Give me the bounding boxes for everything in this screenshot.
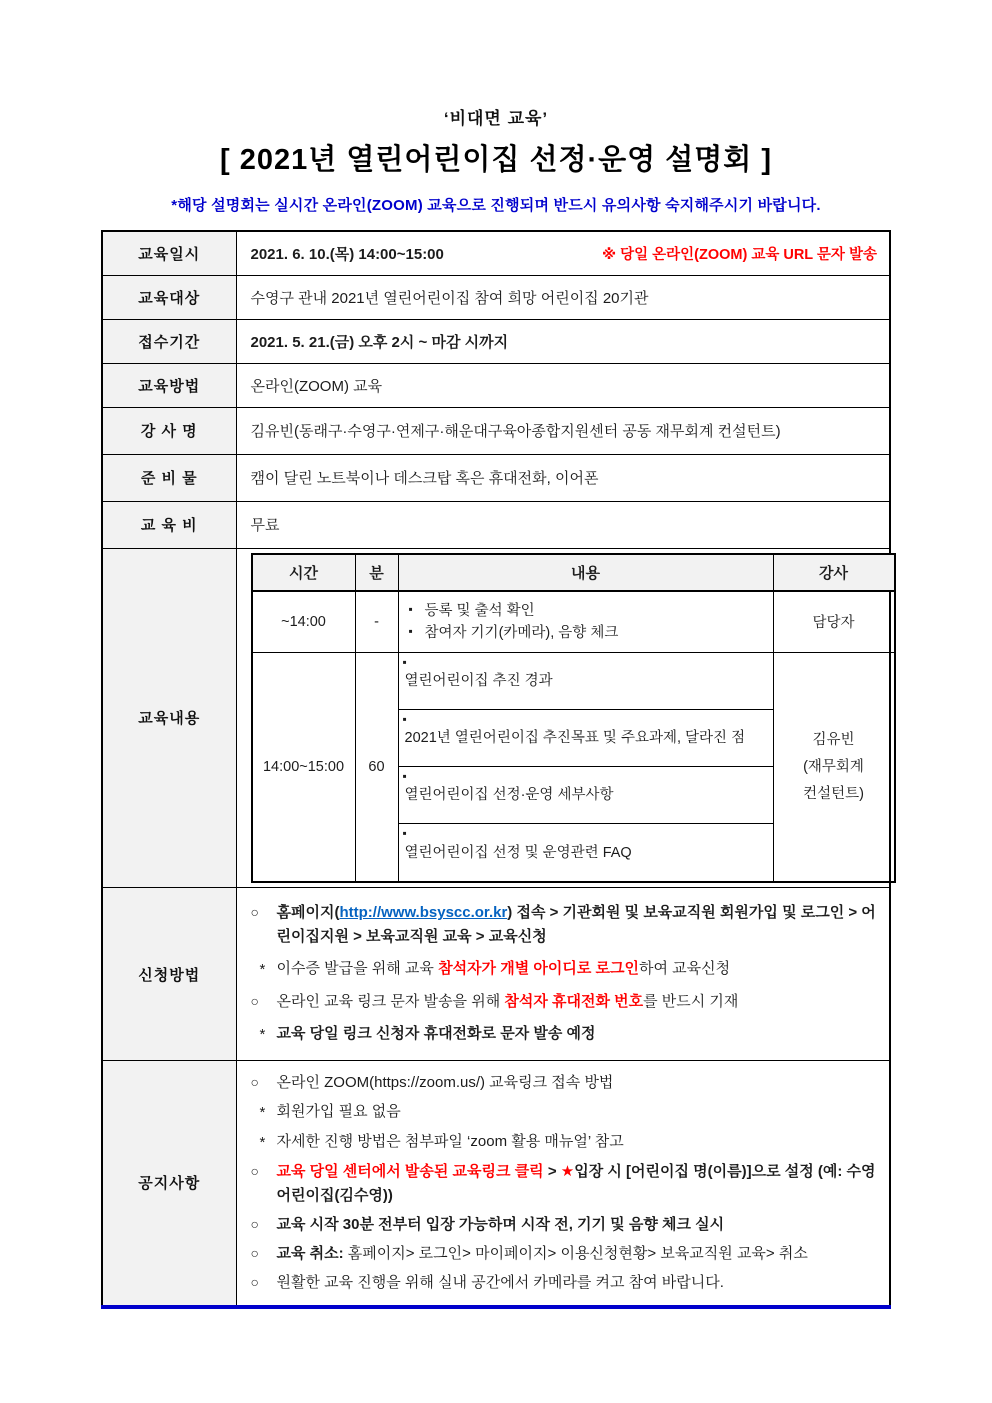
info-row-instructor [102, 407, 890, 454]
apply-line [251, 901, 880, 948]
info-row-label: 교육방법 [102, 363, 236, 407]
schedule-time: ~14:00 [253, 592, 356, 653]
apply-row [102, 888, 890, 1060]
notice-section-label: 공지사항 [102, 1060, 236, 1307]
asterisk-marker: * [259, 1134, 266, 1152]
info-row-label: 준 비 물 [102, 454, 236, 501]
homepage-link[interactable]: http://www.bsyscc.or.kr [339, 904, 508, 922]
info-row-value: 2021. 5. 21.(금) 오후 2시 ~ 마감 시까지 [236, 319, 890, 363]
circle-marker: ○ [250, 1215, 259, 1232]
circle-marker: ○ [250, 993, 259, 1010]
circle-marker: ○ [250, 1274, 259, 1291]
notice-line-text: 교육 시작 30분 전부터 입장 가능하며 시작 전, 기기 및 음향 체크 실시 [276, 1215, 725, 1233]
info-row-value: 캠이 달린 노트북이나 데스크탑 혹은 휴대전화, 이어폰 [236, 454, 890, 501]
schedule-content-list: ▪ 등록 및 출석 확인 ▪ 참여자 기기(카메라), 음향 체크 [399, 592, 774, 653]
apply-line-text: 온라인 교육 링크 문자 발송을 위해 참석자 휴대전화 번호를 반드시 기재 [276, 993, 739, 1011]
circle-marker: ○ [250, 1073, 259, 1090]
schedule-col-instructor: 강사 [774, 555, 894, 591]
doc-subtitle: *해당 설명회는 실시간 온라인(ZOOM) 교육으로 진행되며 반드시 유의사항 숙지해주시기 바랍니다. [171, 197, 821, 214]
info-row-value: 김유빈(동래구·수영구·연제구·해운대구육아종합지원센터 공동 재무회계 컨설턴트) [236, 407, 890, 454]
asterisk-marker: * [259, 1026, 266, 1044]
notice-line [251, 1160, 880, 1207]
notice-line [251, 1242, 880, 1265]
circle-marker: ○ [250, 1245, 259, 1262]
notice-line [251, 1071, 880, 1094]
notice-line-text: 자세한 진행 방법은 첨부파일 ‘zoom 활용 매뉴얼’ 참고 [276, 1133, 624, 1151]
asterisk-marker: * [259, 1103, 266, 1121]
info-row-note: ※ 당일 온라인(ZOOM) 교육 URL 문자 발송 [601, 246, 877, 263]
info-row-label: 교육대상 [102, 275, 236, 319]
schedule-col-min: 분 [356, 555, 399, 591]
notice-line [251, 1130, 880, 1154]
schedule-header-row [253, 555, 894, 592]
notice-line-text: 회원가입 필요 없음 [276, 1102, 401, 1120]
notice-line [251, 1271, 880, 1294]
schedule-content-list: ▪ 열린어린이집 추진 경과 ▪ 2021년 열린어린이집 추진목표 및 주요과제, 달라진 점 ▪ 열린어린이집 선정·운영 세부사항 ▪ 열린어린이집 선정 및 운영관련 FAQ [399, 653, 774, 881]
schedule-row [102, 548, 890, 888]
circle-marker: ○ [250, 904, 259, 921]
notice-line [251, 1100, 880, 1124]
info-row-registration-period [102, 319, 890, 363]
info-row-label: 교 육 비 [102, 501, 236, 548]
notice-line [251, 1213, 880, 1236]
info-row-audience [102, 275, 890, 319]
info-row-datetime [102, 231, 890, 275]
info-table [101, 230, 891, 1309]
info-row-method [102, 363, 890, 407]
apply-line-text: 교육 당일 링크 신청자 휴대전화로 문자 발송 예정 [276, 1025, 596, 1043]
schedule-minutes: 60 [356, 653, 399, 881]
info-row-value: 무료 [236, 501, 890, 548]
notice-line-text: 교육 당일 센터에서 발송된 교육링크 클릭 > ★입장 시 [어린이집 명(이름)]으로 설정 (예: 수영어린이집(김수영)) [276, 1163, 876, 1204]
schedule-row-main [253, 653, 894, 881]
info-row-value: 온라인(ZOOM) 교육 [236, 363, 890, 407]
info-row-materials [102, 454, 890, 501]
schedule-col-time: 시간 [253, 555, 356, 591]
schedule-minutes: - [356, 592, 399, 653]
notice-line-text: 온라인 ZOOM(https://zoom.us/) 교육링크 접속 방법 [276, 1073, 614, 1091]
info-row-label: 강 사 명 [102, 407, 236, 454]
info-row-value: 2021. 6. 10.(목) 14:00~15:00 [250, 245, 444, 263]
circle-marker: ○ [250, 1163, 259, 1180]
asterisk-marker: * [259, 960, 266, 978]
apply-line [251, 957, 880, 981]
apply-line-text: 이수증 발급을 위해 교육 참석자가 개별 아이디로 로그인하여 교육신청 [276, 959, 731, 977]
info-row-fee [102, 501, 890, 548]
notice-row [102, 1060, 890, 1307]
doc-title: [ 2021년 열린어린이집 선정·운영 설명회 ] [220, 144, 772, 176]
notice-line-text: 원활한 교육 진행을 위해 실내 공간에서 카메라를 켜고 참여 바랍니다. [276, 1274, 724, 1292]
apply-line-text: 홈페이지(http://www.bsyscc.or.kr) 접속 > 기관회원 및 보육교직원 회원가입 및 로그인 > 어린이집지원 > 보육교직원 교육 > 교육신청 [276, 904, 876, 945]
schedule-col-content: 내용 [399, 555, 774, 591]
schedule-row-registration [253, 592, 894, 654]
apply-section-label: 신청방법 [102, 888, 236, 1060]
notice-line-text: 교육 취소: 홈페이지> 로그인> 마이페이지> 이용신청현황> 보육교직원 교육> 취소 [276, 1245, 808, 1263]
info-row-label: 접수기간 [102, 319, 236, 363]
schedule-time: 14:00~15:00 [253, 653, 356, 881]
schedule-instructor: 김유빈 (재무회계 컨설턴트) [803, 732, 864, 802]
apply-line [251, 1022, 880, 1046]
doc-pretitle: ‘비대면 교육’ [443, 109, 549, 128]
schedule-section-label: 교육내용 [102, 548, 236, 888]
apply-line [251, 990, 880, 1013]
info-row-value: 수영구 관내 2021년 열린어린이집 참여 희망 어린이집 20기관 [236, 275, 890, 319]
schedule-table [251, 553, 896, 884]
info-row-label: 교육일시 [102, 231, 236, 275]
schedule-instructor: 담당자 [812, 615, 855, 632]
